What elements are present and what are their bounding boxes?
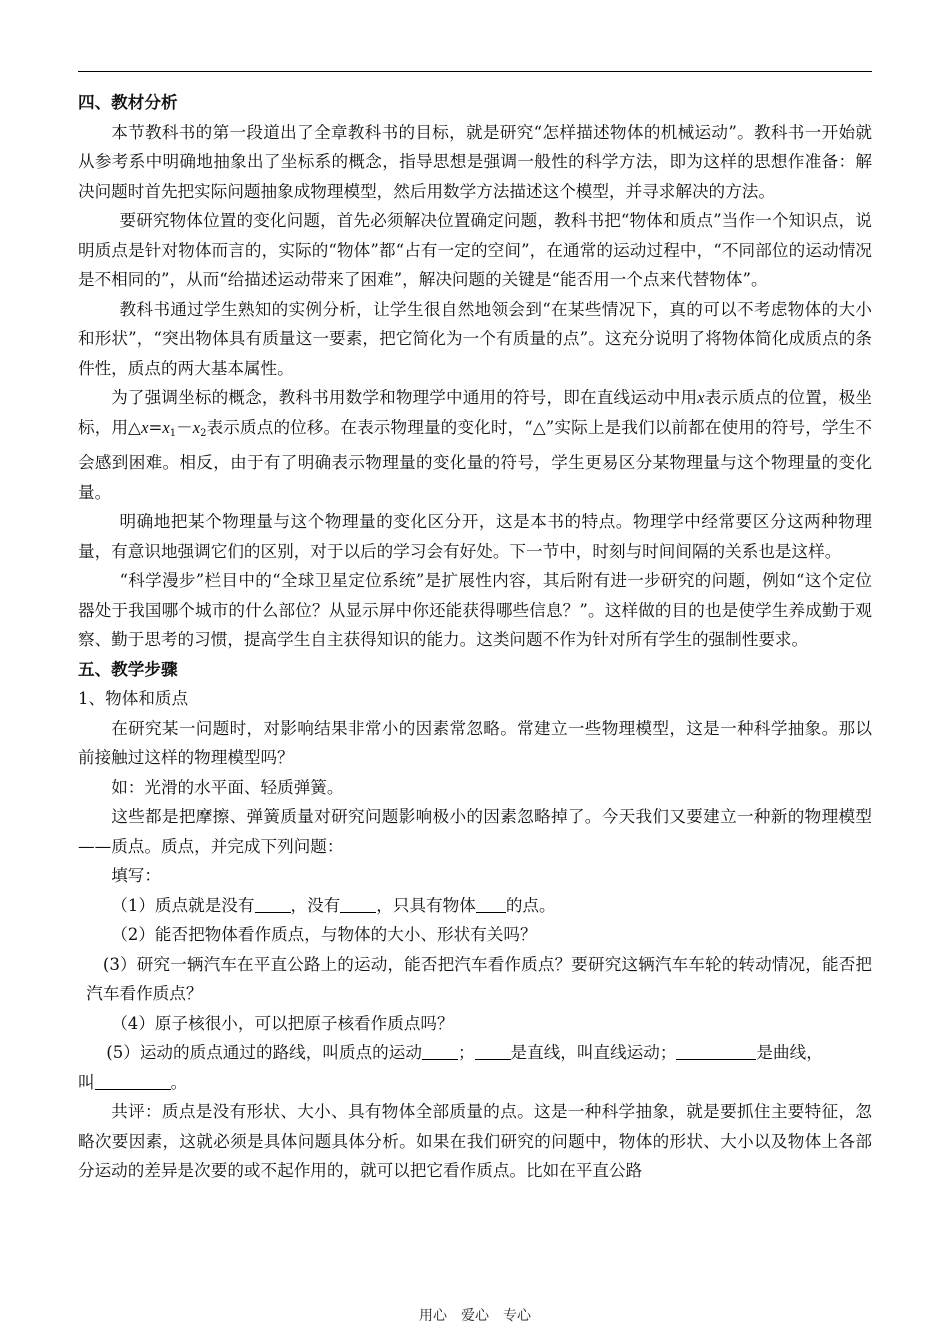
section-title: 四、教材分析 — [78, 92, 178, 112]
subsection-title: 1、物体和质点 — [78, 689, 189, 708]
question-2: （2）能否把物体看作质点，与物体的大小、形状有关吗？ — [111, 925, 537, 944]
paragraph: 明确地把某个物理量与这个物理量的变化区分开，这是本书的特点。物理学中经常要区分这两种物理量，有意识地强调它们的区别，对于以后的学习会有好处。下一节中，时刻与时间间隔的关系也是这样。 — [78, 512, 872, 561]
question-4: （4）原子核很小，可以把原子核看作质点吗？ — [111, 1013, 454, 1033]
fill-blank[interactable] — [422, 1058, 458, 1060]
document-body — [78, 88, 872, 1186]
fill-blank[interactable] — [476, 911, 506, 913]
question-3: (3）研究一辆汽车在平直公路上的运动，能否把汽车看作质点？要研究这辆汽车车轮的转动情况，能否把汽车看作质点？ — [86, 954, 872, 1003]
question-1: （1）质点就是没有 ，没有 ，只具有物体 的点。 — [111, 895, 556, 915]
paragraph: 共评：质点是没有形状、大小、具有物体全部质量的点。这是一种科学抽象，就是要抓住主要特征，忽略次要因素，这就必须是具体问题具体分析。如果在我们研究的问题中，物体的形状、大小以及物体上各部分运动的差异是次要的或不起作用的，就可以把它看作质点。比如在平直公路 — [78, 1102, 872, 1180]
paragraph: 教科书通过学生熟知的实例分析，让学生很自然地领会到“在某些情况下，真的可以不考虑物体的大小和形状”，“突出物体具有质量这一要素，把它简化为一个有质量的点”。这充分说明了将物体简化成质点的条件性，质点的两大基本属性。 — [78, 299, 872, 378]
paragraph: 本节教科书的第一段道出了全章教科书的目标，就是研究“怎样描述物体的机械运动”。教科书一开始就从参考系中明确地抽象出了坐标系的概念，指导思想是强调一般性的科学方法，即为这样的思想作准备：解决问题时首先把实际问题抽象成物理模型，然后用数学方法描述这个模型，并寻求解决的方法。 — [78, 122, 872, 201]
question-5: (5）运动的质点通过的路线，叫质点的运动 ； 是直线，叫直线运动； 是曲线， — [106, 1043, 823, 1062]
paragraph: 填写： — [111, 866, 161, 885]
paragraph: 如：光滑的水平面、轻质弹簧。 — [111, 777, 344, 797]
page-footer: 用心 爱心 专心 — [419, 1308, 531, 1324]
question-5-cont: 叫 。 — [78, 1072, 188, 1092]
fill-blank[interactable] — [475, 1058, 511, 1060]
paragraph: 要研究物体位置的变化问题，首先必须解决位置确定问题，教科书把“物体和质点”当作一个知识点，说明质点是针对物体而言的，实际的“物体”都“占有一定的空间”，在通常的运动过程中，“不同部位的运动情况是不相同的”，从而“给描述运动带来了困难”，解决问题的关键是“能否用一个点来代替物体”。 — [78, 211, 872, 289]
paragraph: 在研究某一问题时，对影响结果非常小的因素常忽略。常建立一些物理模型，这是一种科学抽象。那以前接触过这样的物理模型吗？ — [78, 718, 872, 767]
paragraph: 为了强调坐标的概念，教科书用数学和物理学中通用的符号，即在直线运动中用x表示质点的位置，极坐标，用$\triangle x=x_1-x_2$表示质点的位移。在表示物理量的变化时，“△”实际上是我们以前都在使用的符号，学生不会感到困难。相反，由于有了明确表示物理量的变化量的符号，学生更易区分某物理量与这个物理量的变化量。 — [78, 388, 873, 502]
header-rule — [78, 71, 872, 72]
paragraph: “科学漫步”栏目中的“全球卫星定位系统”是扩展性内容，其后附有进一步研究的问题，例如“这个定位器处于我国哪个城市的什么部位？从显示屏中你还能获得哪些信息？”。这样做的目的也是使学生养成勤于观察、勤于思考的习惯，提高学生自主获得知识的能力。这类问题不作为针对所有学生的强制性要求。 — [78, 571, 872, 649]
section-title: 五、教学步骤 — [78, 658, 178, 679]
fill-blank[interactable] — [340, 911, 376, 913]
fill-blank[interactable] — [676, 1058, 756, 1060]
fill-blank[interactable] — [95, 1088, 171, 1090]
paragraph: 这些都是把摩擦、弹簧质量对研究问题影响极小的因素忽略掉了。今天我们又要建立一种新的物理模型——质点。质点，并完成下列问题： — [78, 807, 872, 856]
fill-blank[interactable] — [255, 911, 291, 913]
